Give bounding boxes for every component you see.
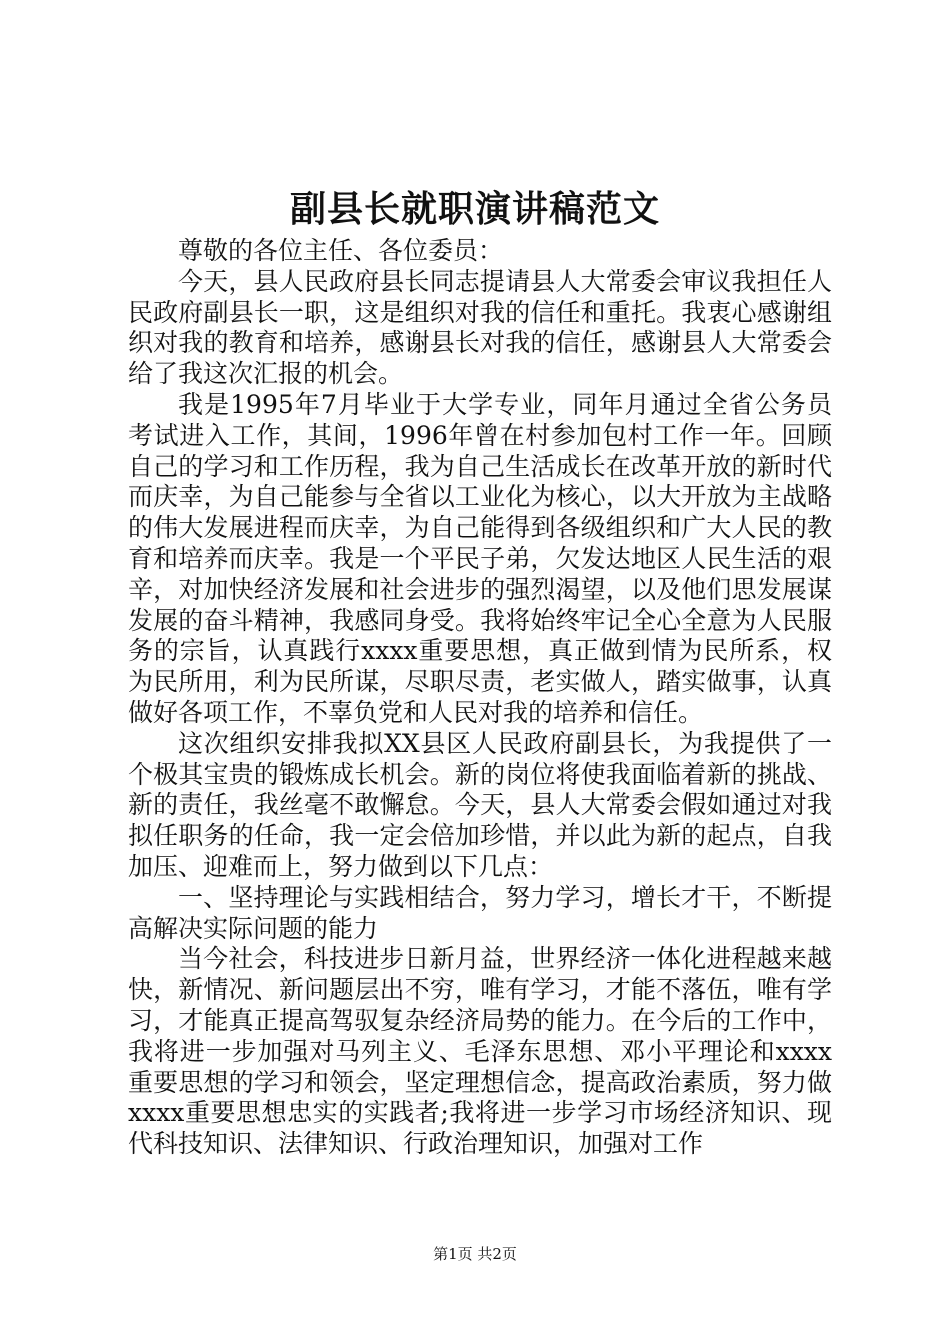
body-paragraph: 今天，县人民政府县长同志提请县人大常委会审议我担任人民政府副县长一职，这是组织对我的信任和重托。我衷心感谢组织对我的教育和培养，感谢县长对我的信任，感谢县人大常委会给了我这次汇报的机会。 (128, 266, 832, 389)
salutation-paragraph: 尊敬的各位主任、各位委员： (178, 236, 504, 265)
body-paragraph: 当今社会，科技进步日新月益，世界经济一体化进程越来越快，新情况、新问题层出不穷，唯有学习，才能不落伍，唯有学习，才能真正提高驾驭复杂经济局势的能力。在今后的工作中，我将进一步加强对马列主义、毛泽东思想、邓小平理论和xxxx重要思想的学习和领会，坚定理想信念，提高政治素质，努力做xxxx重要思想忠实的实践者;我将进一步学习市场经济知识、现代科技知识、法律知识、行政治理知识，加强对工作 (128, 944, 832, 1159)
page-footer: 第1页 共2页 (433, 1245, 517, 1263)
document-title: 副县长就职演讲稿范文 (289, 188, 660, 230)
document-body (128, 236, 832, 1160)
section-heading: 一、坚持理论与实践相结合，努力学习，增长才干，不断提高解决实际问题的能力 (128, 882, 832, 943)
body-paragraph: 我是1995年7月毕业于大学专业，同年月通过全省公务员考试进入工作，其间，1996年曾在村参加包村工作一年。回顾自己的学习和工作历程，我为自己生活成长在改革开放的新时代而庆幸，为自己能参与全省以工业化为核心，以大开放为主战略的伟大发展进程而庆幸，为自己能得到各级组织和广大人民的教育和培养而庆幸。我是一个平民子弟，欠发达地区人民生活的艰辛，对加快经济发展和社会进步的强烈渴望，以及他们思发展谋发展的奋斗精神，我感同身受。我将始终牢记全心全意为人民服务的宗旨，认真践行xxxx重要思想，真正做到情为民所系，权为民所用，利为民所谋，尽职尽责，老实做人，踏实做事，认真做好各项工作，不辜负党和人民对我的培养和信任。 (128, 389, 832, 727)
body-paragraph: 这次组织安排我拟XX县区人民政府副县长，为我提供了一个极其宝贵的锻炼成长机会。新的岗位将使我面临着新的挑战、新的责任，我丝毫不敢懈怠。今天，县人大常委会假如通过对我拟任职务的任命，我一定会倍加珍惜，并以此为新的起点，自我加压、迎难而上，努力做到以下几点： (128, 728, 832, 881)
